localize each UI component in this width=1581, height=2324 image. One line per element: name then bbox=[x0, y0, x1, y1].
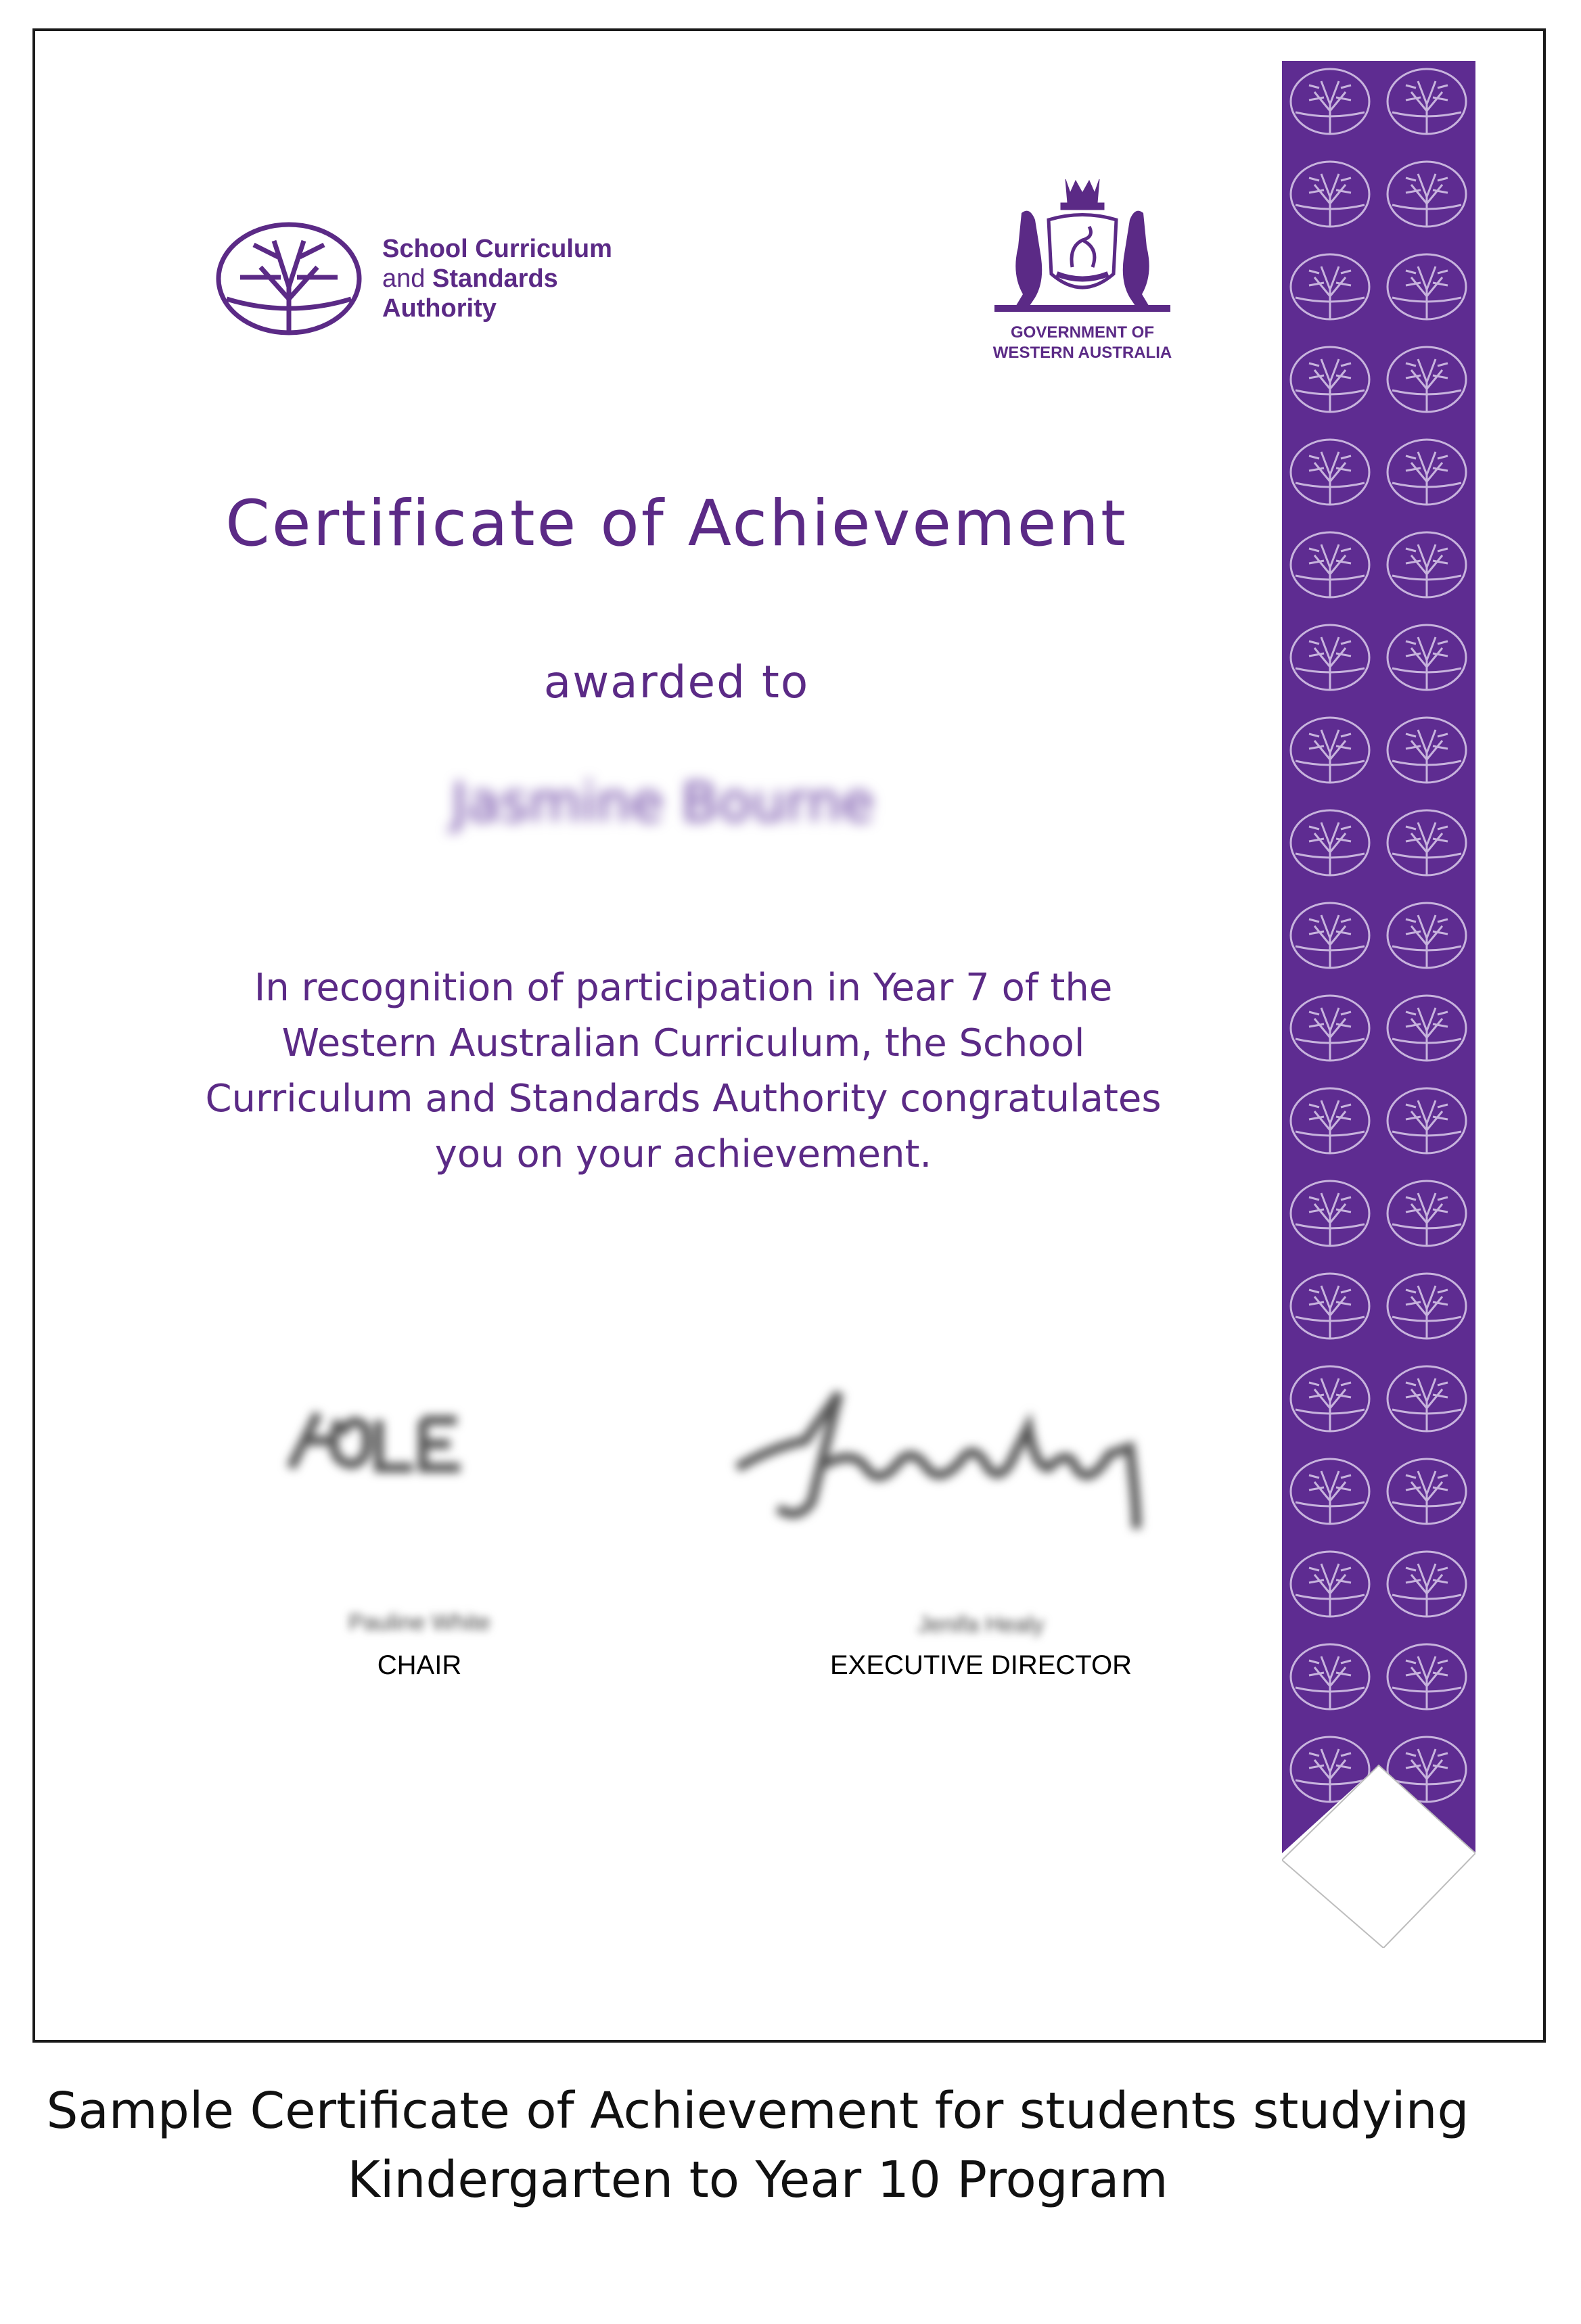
coat-of-arms-icon bbox=[981, 172, 1184, 321]
recognition-line-2: Western Australian Curriculum, the School bbox=[281, 1021, 1085, 1065]
government-logo bbox=[981, 172, 1184, 369]
recognition-line-1: In recognition of participation in Year 7 of the bbox=[254, 966, 1113, 1010]
chair-name: Pauline White bbox=[348, 1610, 490, 1635]
executive-director-signature bbox=[731, 1366, 1164, 1535]
caption-line-1: Sample Certificate of Achievement for students studying bbox=[46, 2082, 1469, 2140]
recipient-name: Jasmine Bourne bbox=[451, 771, 875, 834]
awarded-to-label: awarded to bbox=[543, 656, 810, 708]
recognition-line-4: you on your achievement. bbox=[434, 1132, 932, 1176]
ribbon-pattern-graphic bbox=[1282, 61, 1475, 1948]
executive-director-name: Jenifa Healy bbox=[917, 1612, 1045, 1637]
executive-director-role-label: EXECUTIVE DIRECTOR bbox=[830, 1650, 1132, 1680]
scsa-wordmark bbox=[382, 234, 612, 323]
government-wordmark bbox=[981, 323, 1184, 363]
certificate-title: Certificate of Achievement bbox=[225, 487, 1128, 561]
decorative-ribbon bbox=[1282, 61, 1475, 1948]
chair-role-label: CHAIR bbox=[377, 1650, 462, 1680]
recognition-line-3: Curriculum and Standards Authority congratulates bbox=[205, 1077, 1162, 1121]
government-line-2: WESTERN AUSTRALIA bbox=[992, 344, 1172, 362]
tree-in-circle-icon bbox=[213, 216, 365, 345]
caption-line-2: Kindergarten to Year 10 Program bbox=[347, 2151, 1168, 2209]
scsa-line-2 bbox=[382, 264, 612, 294]
scsa-logo bbox=[213, 216, 619, 345]
government-line-1: GOVERNMENT OF bbox=[1010, 323, 1154, 342]
figure-caption bbox=[27, 2076, 1488, 2214]
scsa-line-1: School Curriculum bbox=[382, 235, 612, 263]
scsa-line-3: Authority bbox=[382, 294, 497, 323]
scsa-line-2-prefix: and bbox=[382, 264, 432, 293]
chair-signature bbox=[277, 1393, 474, 1488]
recognition-text bbox=[189, 960, 1177, 1182]
scsa-line-2-bold: Standards bbox=[432, 264, 558, 293]
